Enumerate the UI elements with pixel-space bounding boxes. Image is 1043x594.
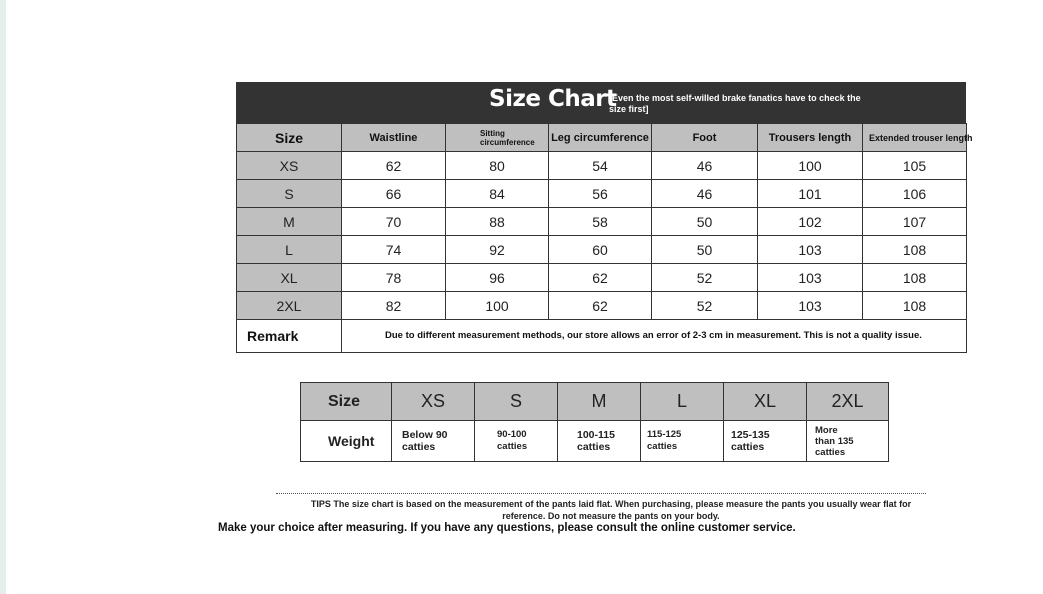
size-cell: 2XL: [237, 292, 342, 320]
size-cell: XS: [237, 152, 342, 180]
table-row: [237, 292, 967, 320]
table-cell: 84: [446, 180, 549, 208]
table-cell: 52: [652, 264, 758, 292]
weight-table-weight: 125-135 catties: [724, 421, 807, 462]
table-cell: 103: [758, 236, 863, 264]
weight-table-weight: 100-115 catties: [558, 421, 641, 462]
table-cell: 101: [758, 180, 863, 208]
weight-table-weight: More than 135 catties: [807, 421, 889, 462]
table-cell: 88: [446, 208, 549, 236]
weight-table-size: M: [558, 383, 641, 421]
table-cell: 52: [652, 292, 758, 320]
table-cell: 56: [549, 180, 652, 208]
table-cell: 107: [863, 208, 967, 236]
table-cell: 80: [446, 152, 549, 180]
remark-text: Due to different measurement methods, our store allows an error of 2-3 cm in measurement. This is not a quality issue.: [342, 320, 967, 353]
size-chart-header-row: [237, 124, 967, 152]
table-cell: 96: [446, 264, 549, 292]
column-header-sitting-circumference: Sitting circumference: [446, 124, 549, 152]
size-chart-header: [236, 82, 966, 123]
column-header-waistline: Waistline: [342, 124, 446, 152]
weight-table-weight: Below 90 catties: [392, 421, 475, 462]
column-header-leg-circumference: Leg circumference: [549, 124, 652, 152]
weight-table-size: 2XL: [807, 383, 889, 421]
weight-table-size-row: [301, 383, 889, 421]
remark-label: Remark: [237, 320, 342, 353]
column-header-extended-trouser-length: Extended trouser length: [863, 124, 967, 152]
table-cell: 108: [863, 264, 967, 292]
table-cell: 74: [342, 236, 446, 264]
column-header-trousers-length: Trousers length: [758, 124, 863, 152]
table-cell: 60: [549, 236, 652, 264]
weight-table-size: L: [641, 383, 724, 421]
weight-table-size-label: Size: [301, 383, 392, 421]
weight-table-size: XL: [724, 383, 807, 421]
column-header-foot: Foot: [652, 124, 758, 152]
size-chart-note: [Even the most self-willed brake fanatics have to check the size first]: [609, 93, 861, 114]
table-cell: 82: [342, 292, 446, 320]
table-cell: 46: [652, 152, 758, 180]
size-cell: XL: [237, 264, 342, 292]
tips-text: TIPS The size chart is based on the measurement of the pants laid flat. When purchasing, please measure the pants you usually wear flat for reference. Do not measure the pants on your body.: [310, 499, 912, 521]
table-cell: 108: [863, 236, 967, 264]
closing-note: Make your choice after measuring. If you have any questions, please consult the online customer service.: [218, 522, 796, 534]
size-chart-title: Size Chart: [489, 86, 617, 112]
weight-table-weight-label: Weight: [301, 421, 392, 462]
table-cell: 78: [342, 264, 446, 292]
size-chart: [236, 82, 973, 353]
weight-table-weight: 115-125 catties: [641, 421, 724, 462]
weight-table-size: XS: [392, 383, 475, 421]
weight-table-weight-row: [301, 421, 889, 462]
table-row: [237, 180, 967, 208]
dotted-divider: [276, 493, 926, 494]
table-cell: 46: [652, 180, 758, 208]
table-row: [237, 264, 967, 292]
table-row: [237, 208, 967, 236]
table-cell: 70: [342, 208, 446, 236]
table-cell: 58: [549, 208, 652, 236]
table-cell: 66: [342, 180, 446, 208]
column-header-size: Size: [237, 124, 342, 152]
table-cell: 62: [342, 152, 446, 180]
size-chart-table: [236, 123, 973, 353]
table-cell: 102: [758, 208, 863, 236]
size-cell: L: [237, 236, 342, 264]
weight-table: [300, 382, 889, 462]
size-cell: M: [237, 208, 342, 236]
table-cell: 100: [758, 152, 863, 180]
table-cell: 100: [446, 292, 549, 320]
table-row: [237, 236, 967, 264]
table-cell: 106: [863, 180, 967, 208]
table-cell: 92: [446, 236, 549, 264]
weight-table-size: S: [475, 383, 558, 421]
table-cell: 103: [758, 264, 863, 292]
weight-table-weight: 90-100 catties: [475, 421, 558, 462]
table-row: [237, 152, 967, 180]
table-cell: 50: [652, 208, 758, 236]
table-cell: 105: [863, 152, 967, 180]
table-cell: 54: [549, 152, 652, 180]
table-cell: 62: [549, 292, 652, 320]
size-cell: S: [237, 180, 342, 208]
table-cell: 103: [758, 292, 863, 320]
table-cell: 62: [549, 264, 652, 292]
table-cell: 108: [863, 292, 967, 320]
page-left-edge: [0, 0, 6, 594]
table-cell: 50: [652, 236, 758, 264]
remark-row: [237, 320, 967, 353]
